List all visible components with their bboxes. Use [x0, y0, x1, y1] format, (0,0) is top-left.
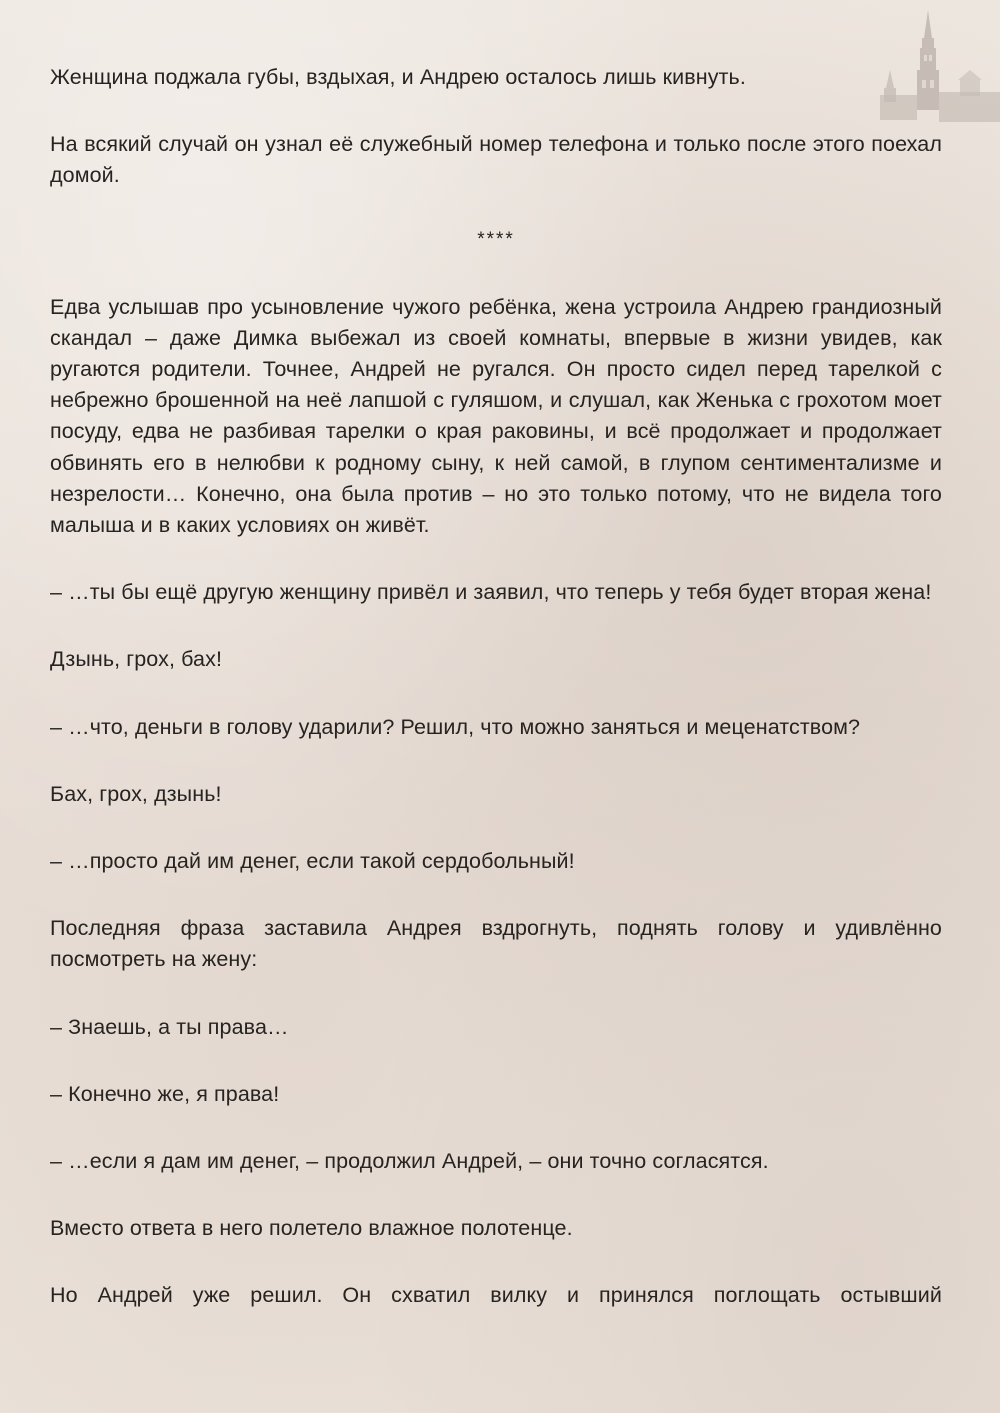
paragraph-8: – …просто дай им денег, если такой сердобольный!	[50, 849, 575, 874]
paragraph-6: – …что, деньги в голову ударили? Решил, что можно заняться и меценатством?	[50, 714, 861, 739]
paragraph-12: – …если я дам им денег, – продолжил Андрей, – они точно согласятся.	[50, 1149, 769, 1174]
paragraph-9: Последняя фраза заставила Андрея вздрогнуть, поднять голову и удивлённо посмотреть на жену:	[50, 916, 942, 972]
paragraph-2: На всякий случай он узнал её служебный номер телефона и только после этого поехал домой.	[50, 132, 942, 188]
paragraph-11: – Конечно же, я права!	[50, 1081, 280, 1106]
paragraph-14: Но Андрей уже решил. Он схватил вилку и принялся поглощать остывший	[50, 1283, 942, 1308]
paragraph-5: Дзынь, грох, бах!	[50, 647, 223, 672]
paragraph-10: – Знаешь, а ты права…	[50, 1014, 289, 1039]
paragraph-3: Едва услышав про усыновление чужого ребёнка, жена устроила Андрею грандиозный скандал – даже Димка выбежал из своей комнаты, впервые в жизни увидев, как ругаются родители. Точнее, Андрей не ругался. Он просто сидел перед тарелкой с небрежно брошенной на неё лапшой с гуляшом, и слушал, как Женька с грохотом моет посуду, едва не разбивая тарелки о края раковины, и всё продолжает и продолжает обвинять его в нелюбви к родному сыну, к ней самой, в глупом сентиментализме и незрелости… Конечно, она была против – но это только потому, что не видела того малыша и в каких условиях он живёт.	[50, 294, 942, 538]
paragraph-1: Женщина поджала губы, вздыхая, и Андрею осталось лишь кивнуть.	[50, 65, 746, 89]
document-page	[50, 62, 942, 1312]
paragraph-4: – …ты бы ещё другую женщину привёл и заявил, что теперь у тебя будет вторая жена!	[50, 580, 932, 605]
section-separator: ****	[477, 228, 515, 250]
paragraph-13: Вместо ответа в него полетело влажное полотенце.	[50, 1216, 573, 1241]
paragraph-7: Бах, грох, дзынь!	[50, 781, 222, 806]
